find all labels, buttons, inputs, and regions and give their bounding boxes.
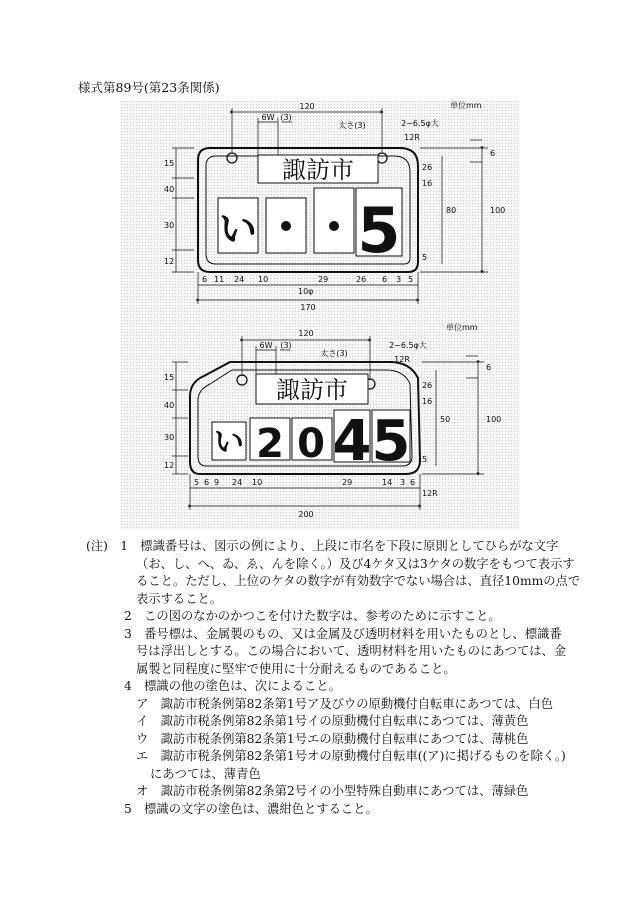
note-text: 号は浮出しとする。この場合において、透明材料を用いたものにあつては、金 [136, 644, 567, 658]
dim-label: 10 [258, 275, 269, 284]
note-line [86, 801, 556, 819]
dim-label: 3 [400, 478, 406, 487]
dim-label: 太さ(3) [320, 349, 348, 358]
dim-label: 太さ(3) [338, 121, 366, 130]
dim-label: 6W [259, 341, 273, 350]
note-line [86, 731, 556, 749]
dim-label: 80 [446, 206, 457, 215]
note-text: にあつては、薄青色 [150, 766, 261, 781]
note-text: ア 諏訪市税条例第82条第1号ア及びウの原動機付自転車にあつては、白色 [136, 696, 553, 711]
dim-label: 5 [194, 478, 200, 487]
notes-section [86, 538, 581, 818]
dim-label: 6 [486, 363, 492, 372]
note-line [86, 696, 556, 714]
dim-label: 12R [422, 489, 438, 498]
dim-label: 12R [404, 133, 420, 142]
form-title: 様式第89号(第23条関係) [78, 80, 220, 95]
lower-city-name: 諏訪市 [276, 376, 348, 404]
note-line [86, 678, 556, 696]
dim-label: 120 [299, 102, 315, 111]
dim-label: 120 [298, 329, 314, 338]
note-text: （お、し、へ、ゐ、ゑ、んを除く。）及び4ケタ又は3ケタの数字をもつて表示す [136, 556, 575, 571]
dim-label: 3 [396, 275, 402, 284]
note-text: 3 番号標は、金属製のもの、又は金属及び透明材料を用いたものとし、標識番 [124, 626, 562, 641]
dim-label: 12 [164, 257, 175, 266]
note-line [86, 591, 556, 609]
unit-label: 単位mm [446, 323, 478, 332]
upper-city-name: 諏訪市 [282, 156, 354, 184]
dim-label: 15 [164, 373, 175, 382]
note-line [86, 608, 556, 626]
dim-label: 29 [318, 275, 329, 284]
dim-label: 200 [298, 510, 314, 519]
note-text: 4 標識の他の塗色は、次によること。 [124, 679, 341, 693]
note-text: 表示すること。 [136, 591, 223, 606]
note-line [86, 573, 581, 591]
dim-label: 2−6.5φ大 [401, 119, 439, 128]
note-text: 5 標識の文字の塗色は、濃紺色とすること。 [124, 801, 378, 816]
note-text: イ 諏訪市税条例第82条第1号イの原動機付自転車にあつては、薄黄色 [136, 714, 529, 728]
dim-label: 6W [261, 113, 275, 122]
dim-label: 30 [164, 221, 175, 230]
note-text: ること。ただし、上位のケタの数字が有効数字でない場合は、直径10mmの点で [136, 574, 581, 588]
upper-kana: い [218, 207, 258, 251]
dim-label: 2−6.5φ大 [389, 341, 427, 350]
note-line [86, 643, 567, 661]
dim-label: 5 [422, 253, 428, 262]
note-line [86, 661, 556, 679]
dim-label: 30 [164, 433, 175, 442]
note-text: エ 諏訪市税条例第82条第1号オの原動機付自転車((ア)に掲げるものを除く。) [136, 749, 566, 763]
dim-label: 26 [422, 163, 433, 172]
note-line [86, 713, 556, 731]
dim-label: 6 [204, 478, 210, 487]
upper-dot [281, 221, 291, 231]
dim-label: 10φ [298, 287, 314, 296]
dim-label: 5 [422, 455, 428, 464]
upper-dot [329, 221, 339, 231]
dim-label: 100 [490, 206, 506, 215]
lower-digit: 5 [371, 409, 411, 474]
dim-label: 40 [164, 185, 175, 194]
lower-digit: 0 [297, 421, 325, 467]
dim-label: 10 [252, 478, 263, 487]
note-text: 属製と同程度に堅牢で使用に十分耐えるものであること。 [136, 661, 456, 676]
dim-label: 6 [490, 149, 496, 158]
note-text: (注) 1 標識番号は、図示の例により、上段に市名を下段に原則としてひらがな文字 [86, 539, 559, 553]
lower-digit: 4 [332, 409, 372, 474]
plate-drawings [120, 100, 520, 530]
dim-label: 40 [164, 401, 175, 410]
note-text: 2 この図のなかのかつこを付けた数字は、参考のために示すこと。 [124, 609, 501, 623]
note-text: ウ 諏訪市税条例第82条第1号エの原動機付自転車にあつては、薄桃色 [136, 731, 529, 746]
dim-label: 29 [342, 478, 353, 487]
dim-label: 26 [422, 381, 433, 390]
dim-label: 5 [408, 275, 414, 284]
dim-label: 170 [300, 303, 316, 312]
lower-digit: 2 [256, 421, 284, 467]
mount-hole [227, 153, 237, 163]
note-line [86, 538, 559, 556]
dim-label: 50 [440, 415, 451, 424]
dim-label: 6 [202, 275, 208, 284]
license-plate-figure [120, 100, 520, 530]
dim-label: (3) [280, 341, 292, 350]
upper-digit: 5 [357, 194, 401, 267]
dim-label: 12R [394, 355, 410, 364]
dim-label: (3) [280, 113, 292, 122]
dim-label: 24 [232, 478, 243, 487]
dim-label: 6 [382, 275, 388, 284]
note-line [86, 556, 575, 574]
note-line [86, 748, 566, 766]
dim-label: 12 [164, 461, 175, 470]
note-text: オ 諏訪市税条例第82条第2号イの小型特殊自動車にあつては、薄緑色 [136, 784, 529, 798]
lower-kana: い [214, 425, 244, 460]
dim-label: 16 [422, 179, 433, 188]
note-line [86, 766, 556, 784]
dim-label: 15 [164, 159, 175, 168]
dim-label: 6 [410, 478, 416, 487]
dim-label: 16 [422, 397, 433, 406]
dim-label: 26 [356, 275, 367, 284]
note-line [86, 626, 562, 644]
dim-label: 11 [214, 275, 225, 284]
dim-label: 9 [214, 478, 220, 487]
mount-hole [237, 375, 247, 385]
dim-label: 14 [382, 478, 393, 487]
dim-label: 100 [486, 415, 502, 424]
unit-label: 単位mm [450, 101, 482, 110]
note-line [86, 783, 556, 801]
dim-label: 24 [234, 275, 245, 284]
